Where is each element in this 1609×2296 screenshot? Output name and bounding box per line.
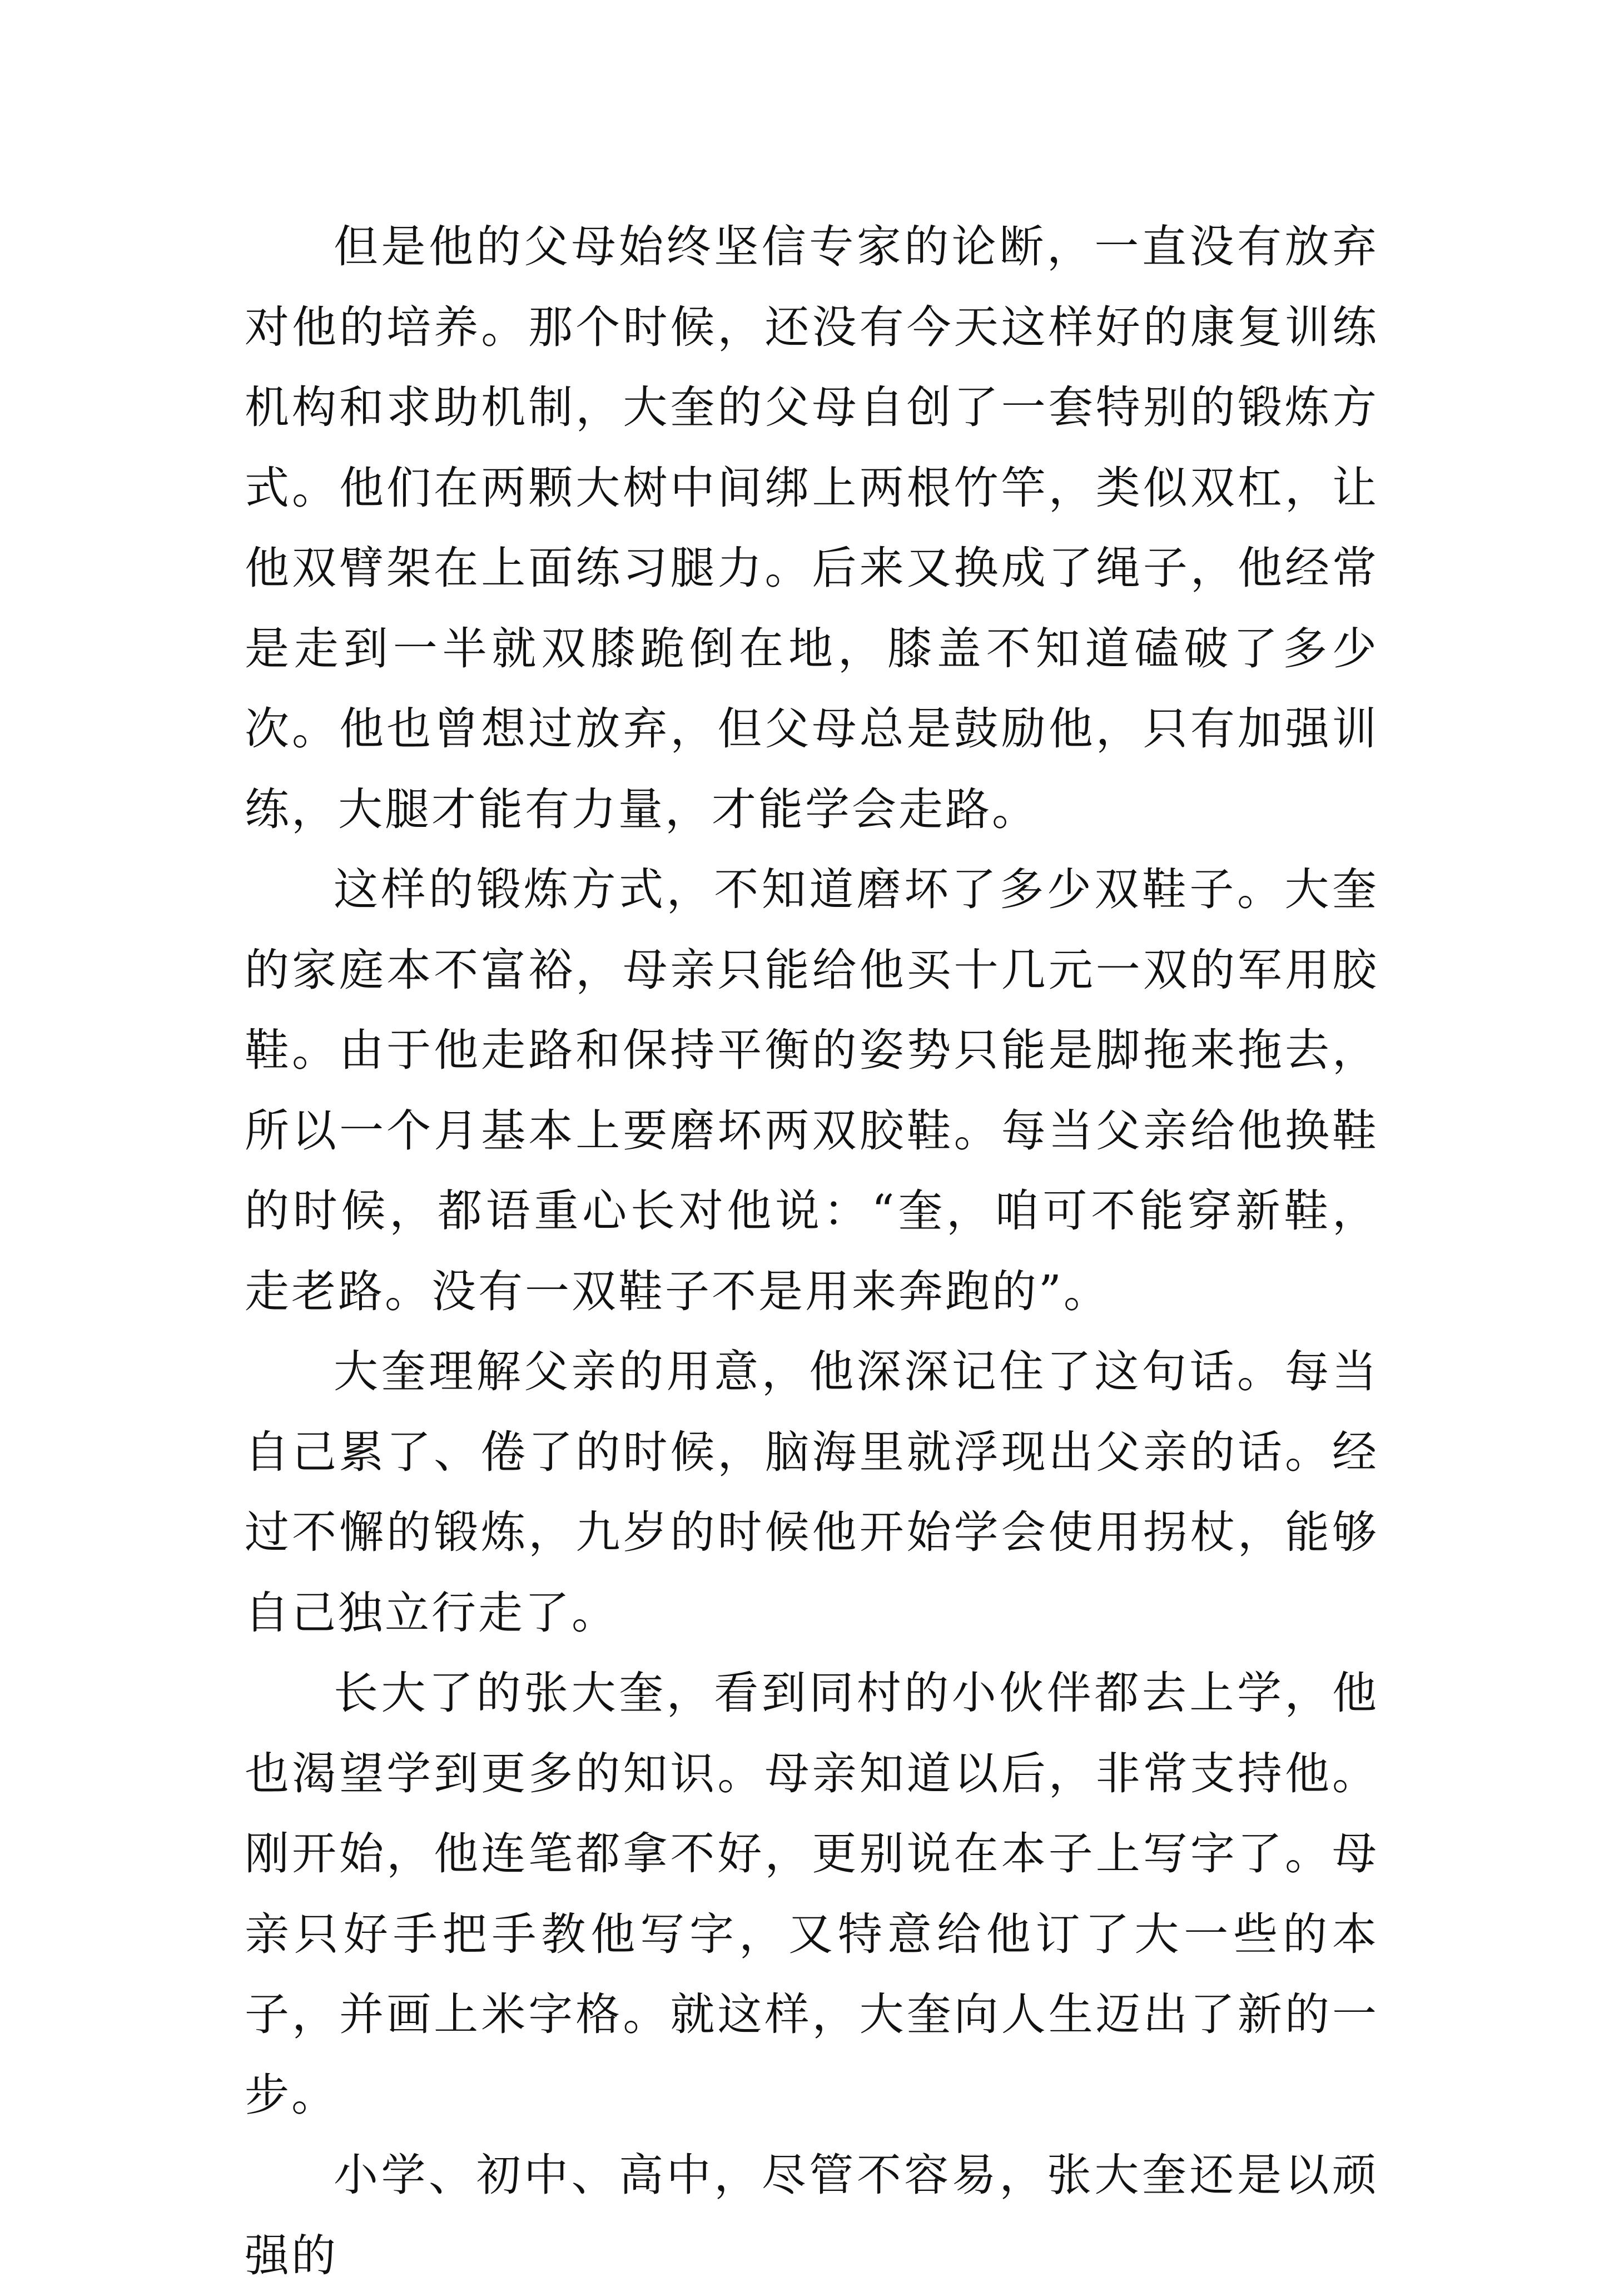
paragraph-2: 这样的锻炼方式，不知道磨坏了多少双鞋子。大奎的家庭本不富裕，母亲只能给他买十几元一双的军用胶鞋。由于他走路和保持平衡的姿势只能是脚拖来拖去，所以一个月基本上要磨坏两双胶鞋。每当父亲给他换鞋的时候，都语重心长对他说：“奎，咱可不能穿新鞋，走老路。没有一双鞋子不是用来奔跑的”。: [245, 864, 1379, 1317]
paragraph-1: 但是他的父母始终坚信专家的论断，一直没有放弃对他的培养。那个时候，还没有今天这样好的康复训练机构和求助机制，大奎的父母自创了一套特别的锻炼方式。他们在两颗大树中间绑上两根竹竿，类似双杠，让他双臂架在上面练习腿力。后来又换成了绳子，他经常是走到一半就双膝跪倒在地，膝盖不知道磕破了多少次。他也曾想过放弃，但父母总是鼓励他，只有加强训练，大腿才能有力量，才能学会走路。: [245, 221, 1379, 835]
paragraph-4: 长大了的张大奎，看到同村的小伙伴都去上学，他也渴望学到更多的知识。母亲知道以后，非常支持他。刚开始，他连笔都拿不好，更别说在本子上写字了。母亲只好手把手教他写字，又特意给他订了大一些的本子，并画上米字格。就这样，大奎向人生迈出了新的一步。: [245, 1667, 1379, 2121]
body-text: [245, 207, 1379, 2296]
paragraph-5: 小学、初中、高中，尽管不容易，张大奎还是以顽强的: [245, 2149, 1379, 2282]
paragraph-3: 大奎理解父亲的用意，他深深记住了这句话。每当自己累了、倦了的时候，脑海里就浮现出父亲的话。经过不懈的锻炼，九岁的时候他开始学会使用拐杖，能够自己独立行走了。: [245, 1346, 1379, 1639]
